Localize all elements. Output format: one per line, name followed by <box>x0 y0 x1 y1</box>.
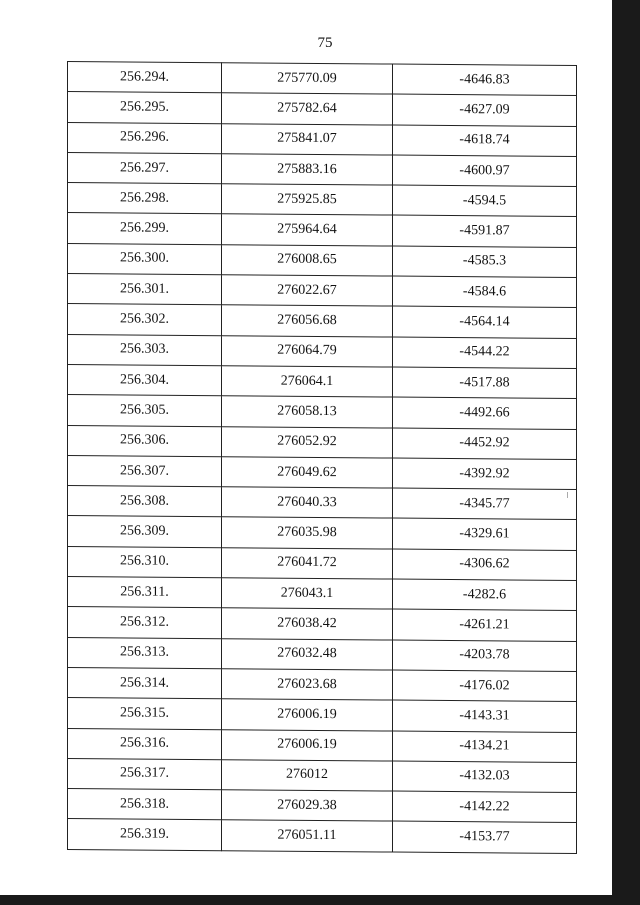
x-coordinate-cell: 276040.33 <box>222 487 393 519</box>
table-row <box>68 789 577 823</box>
point-number-cell: 256.296. <box>68 122 222 154</box>
point-number-cell: 256.312. <box>68 607 222 639</box>
table-row <box>68 62 577 96</box>
point-number-cell: 256.298. <box>68 183 222 215</box>
table-row <box>68 819 577 853</box>
x-coordinate-cell: 276064.79 <box>222 335 393 367</box>
point-number-cell: 256.303. <box>68 334 222 366</box>
y-coordinate-cell: -4306.62 <box>393 549 577 581</box>
point-number-cell: 256.297. <box>68 152 222 184</box>
x-coordinate-cell: 276012 <box>222 760 393 792</box>
y-coordinate-cell: -4646.83 <box>393 64 577 96</box>
point-number-cell: 256.319. <box>68 819 222 851</box>
table-row <box>68 122 577 156</box>
table-row <box>68 213 577 247</box>
table-row <box>68 334 577 368</box>
table-row <box>68 274 577 308</box>
y-coordinate-cell: -4564.14 <box>393 306 577 338</box>
table-row <box>68 728 577 762</box>
x-coordinate-cell: 276056.68 <box>222 305 393 337</box>
y-coordinate-cell: -4282.6 <box>393 579 577 611</box>
x-coordinate-cell: 276058.13 <box>222 396 393 428</box>
x-coordinate-cell: 276052.92 <box>222 426 393 458</box>
x-coordinate-cell: 276008.65 <box>222 244 393 276</box>
y-coordinate-cell: -4600.97 <box>393 155 577 187</box>
x-coordinate-cell: 276006.19 <box>222 729 393 761</box>
point-number-cell: 256.301. <box>68 274 222 306</box>
x-coordinate-cell: 275770.09 <box>222 63 393 95</box>
y-coordinate-cell: -4142.22 <box>393 791 577 823</box>
table-row <box>68 152 577 186</box>
x-coordinate-cell: 275883.16 <box>222 154 393 186</box>
x-coordinate-cell: 276035.98 <box>222 517 393 549</box>
y-coordinate-cell: -4584.6 <box>393 276 577 308</box>
point-number-cell: 256.317. <box>68 758 222 790</box>
y-coordinate-cell: -4594.5 <box>393 185 577 217</box>
table-row <box>68 758 577 792</box>
y-coordinate-cell: -4329.61 <box>393 519 577 551</box>
table-row <box>68 546 577 580</box>
y-coordinate-cell: -4203.78 <box>393 640 577 672</box>
x-coordinate-cell: 276041.72 <box>222 547 393 579</box>
y-coordinate-cell: -4134.21 <box>393 731 577 763</box>
y-coordinate-cell: -4143.31 <box>393 700 577 732</box>
point-number-cell: 256.310. <box>68 546 222 578</box>
point-number-cell: 256.318. <box>68 789 222 821</box>
table-row <box>68 425 577 459</box>
point-number-cell: 256.294. <box>68 62 222 94</box>
point-number-cell: 256.311. <box>68 577 222 609</box>
x-coordinate-cell: 275782.64 <box>222 93 393 125</box>
y-coordinate-cell: -4261.21 <box>393 609 577 641</box>
point-number-cell: 256.313. <box>68 637 222 669</box>
coordinates-table-body <box>68 62 577 854</box>
y-coordinate-cell: -4544.22 <box>393 337 577 369</box>
table-row <box>68 92 577 126</box>
y-coordinate-cell: -4452.92 <box>393 428 577 460</box>
point-number-cell: 256.299. <box>68 213 222 245</box>
x-coordinate-cell: 276023.68 <box>222 669 393 701</box>
point-number-cell: 256.300. <box>68 243 222 275</box>
table-row <box>68 395 577 429</box>
table-row <box>68 698 577 732</box>
y-coordinate-cell: -4345.77 <box>393 488 577 520</box>
x-coordinate-cell: 276049.62 <box>222 457 393 489</box>
table-row <box>68 577 577 611</box>
table-row <box>68 516 577 550</box>
y-coordinate-cell: -4392.92 <box>393 458 577 490</box>
scan-speck <box>567 492 568 498</box>
point-number-cell: 256.304. <box>68 364 222 396</box>
page-number: 75 <box>317 35 333 51</box>
y-coordinate-cell: -4132.03 <box>393 761 577 793</box>
y-coordinate-cell: -4176.02 <box>393 670 577 702</box>
table-row <box>68 183 577 217</box>
point-number-cell: 256.306. <box>68 425 222 457</box>
point-number-cell: 256.305. <box>68 395 222 427</box>
table-row <box>68 455 577 489</box>
x-coordinate-cell: 276038.42 <box>222 608 393 640</box>
point-number-cell: 256.308. <box>68 486 222 518</box>
table-row <box>68 637 577 671</box>
y-coordinate-cell: -4591.87 <box>393 216 577 248</box>
table-row <box>68 486 577 520</box>
point-number-cell: 256.314. <box>68 667 222 699</box>
y-coordinate-cell: -4585.3 <box>393 246 577 278</box>
table-row <box>68 243 577 277</box>
y-coordinate-cell: -4153.77 <box>393 821 577 853</box>
point-number-cell: 256.302. <box>68 304 222 336</box>
x-coordinate-cell: 276051.11 <box>222 820 393 852</box>
y-coordinate-cell: -4492.66 <box>393 397 577 429</box>
x-coordinate-cell: 276029.38 <box>222 790 393 822</box>
x-coordinate-cell: 275964.64 <box>222 214 393 246</box>
x-coordinate-cell: 276043.1 <box>222 578 393 610</box>
y-coordinate-cell: -4517.88 <box>393 367 577 399</box>
x-coordinate-cell: 276022.67 <box>222 275 393 307</box>
x-coordinate-cell: 275841.07 <box>222 123 393 155</box>
coordinates-table-wrapper <box>67 61 575 854</box>
table-row <box>68 304 577 338</box>
point-number-cell: 256.295. <box>68 92 222 124</box>
x-coordinate-cell: 275925.85 <box>222 184 393 216</box>
coordinates-table <box>67 61 577 854</box>
point-number-cell: 256.315. <box>68 698 222 730</box>
x-coordinate-cell: 276006.19 <box>222 699 393 731</box>
point-number-cell: 256.316. <box>68 728 222 760</box>
table-row <box>68 364 577 398</box>
table-row <box>68 667 577 701</box>
y-coordinate-cell: -4627.09 <box>393 94 577 126</box>
table-row <box>68 607 577 641</box>
x-coordinate-cell: 276032.48 <box>222 638 393 670</box>
x-coordinate-cell: 276064.1 <box>222 366 393 398</box>
point-number-cell: 256.307. <box>68 455 222 487</box>
point-number-cell: 256.309. <box>68 516 222 548</box>
y-coordinate-cell: -4618.74 <box>393 125 577 157</box>
